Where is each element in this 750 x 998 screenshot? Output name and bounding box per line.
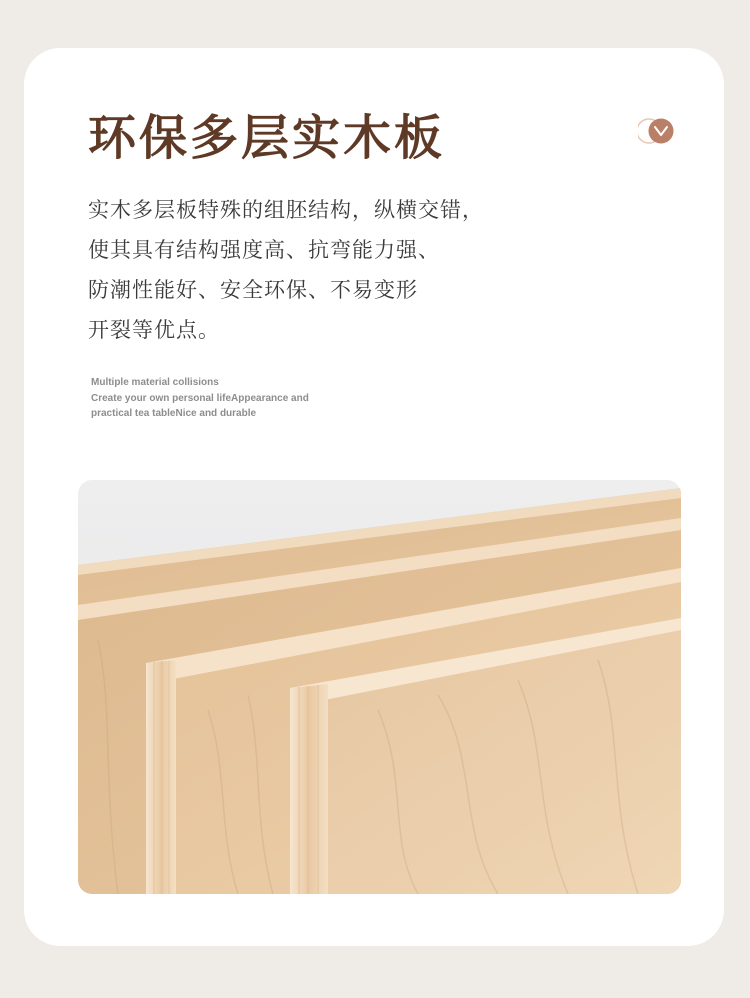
description-line: 使其具有结构强度高、抗弯能力强、: [88, 238, 440, 262]
tagline-line: Create your own personal lifeAppearance and: [91, 392, 309, 404]
tagline-line: Multiple material collisions: [91, 377, 219, 388]
description-line: 实木多层板特殊的组胚结构，纵横交错，: [88, 198, 484, 222]
description-line: 防潮性能好、安全环保、不易变形: [88, 278, 418, 302]
tagline-line: practical tea tableNice and durable: [91, 408, 257, 419]
english-tagline: [91, 375, 411, 422]
chevron-down-icon: [638, 116, 676, 146]
description: [88, 190, 528, 350]
plywood-photo: [78, 480, 681, 894]
content-card: [24, 48, 724, 946]
description-line: 开裂等优点。: [88, 318, 220, 342]
section-title: 环保多层实木板: [88, 110, 446, 166]
